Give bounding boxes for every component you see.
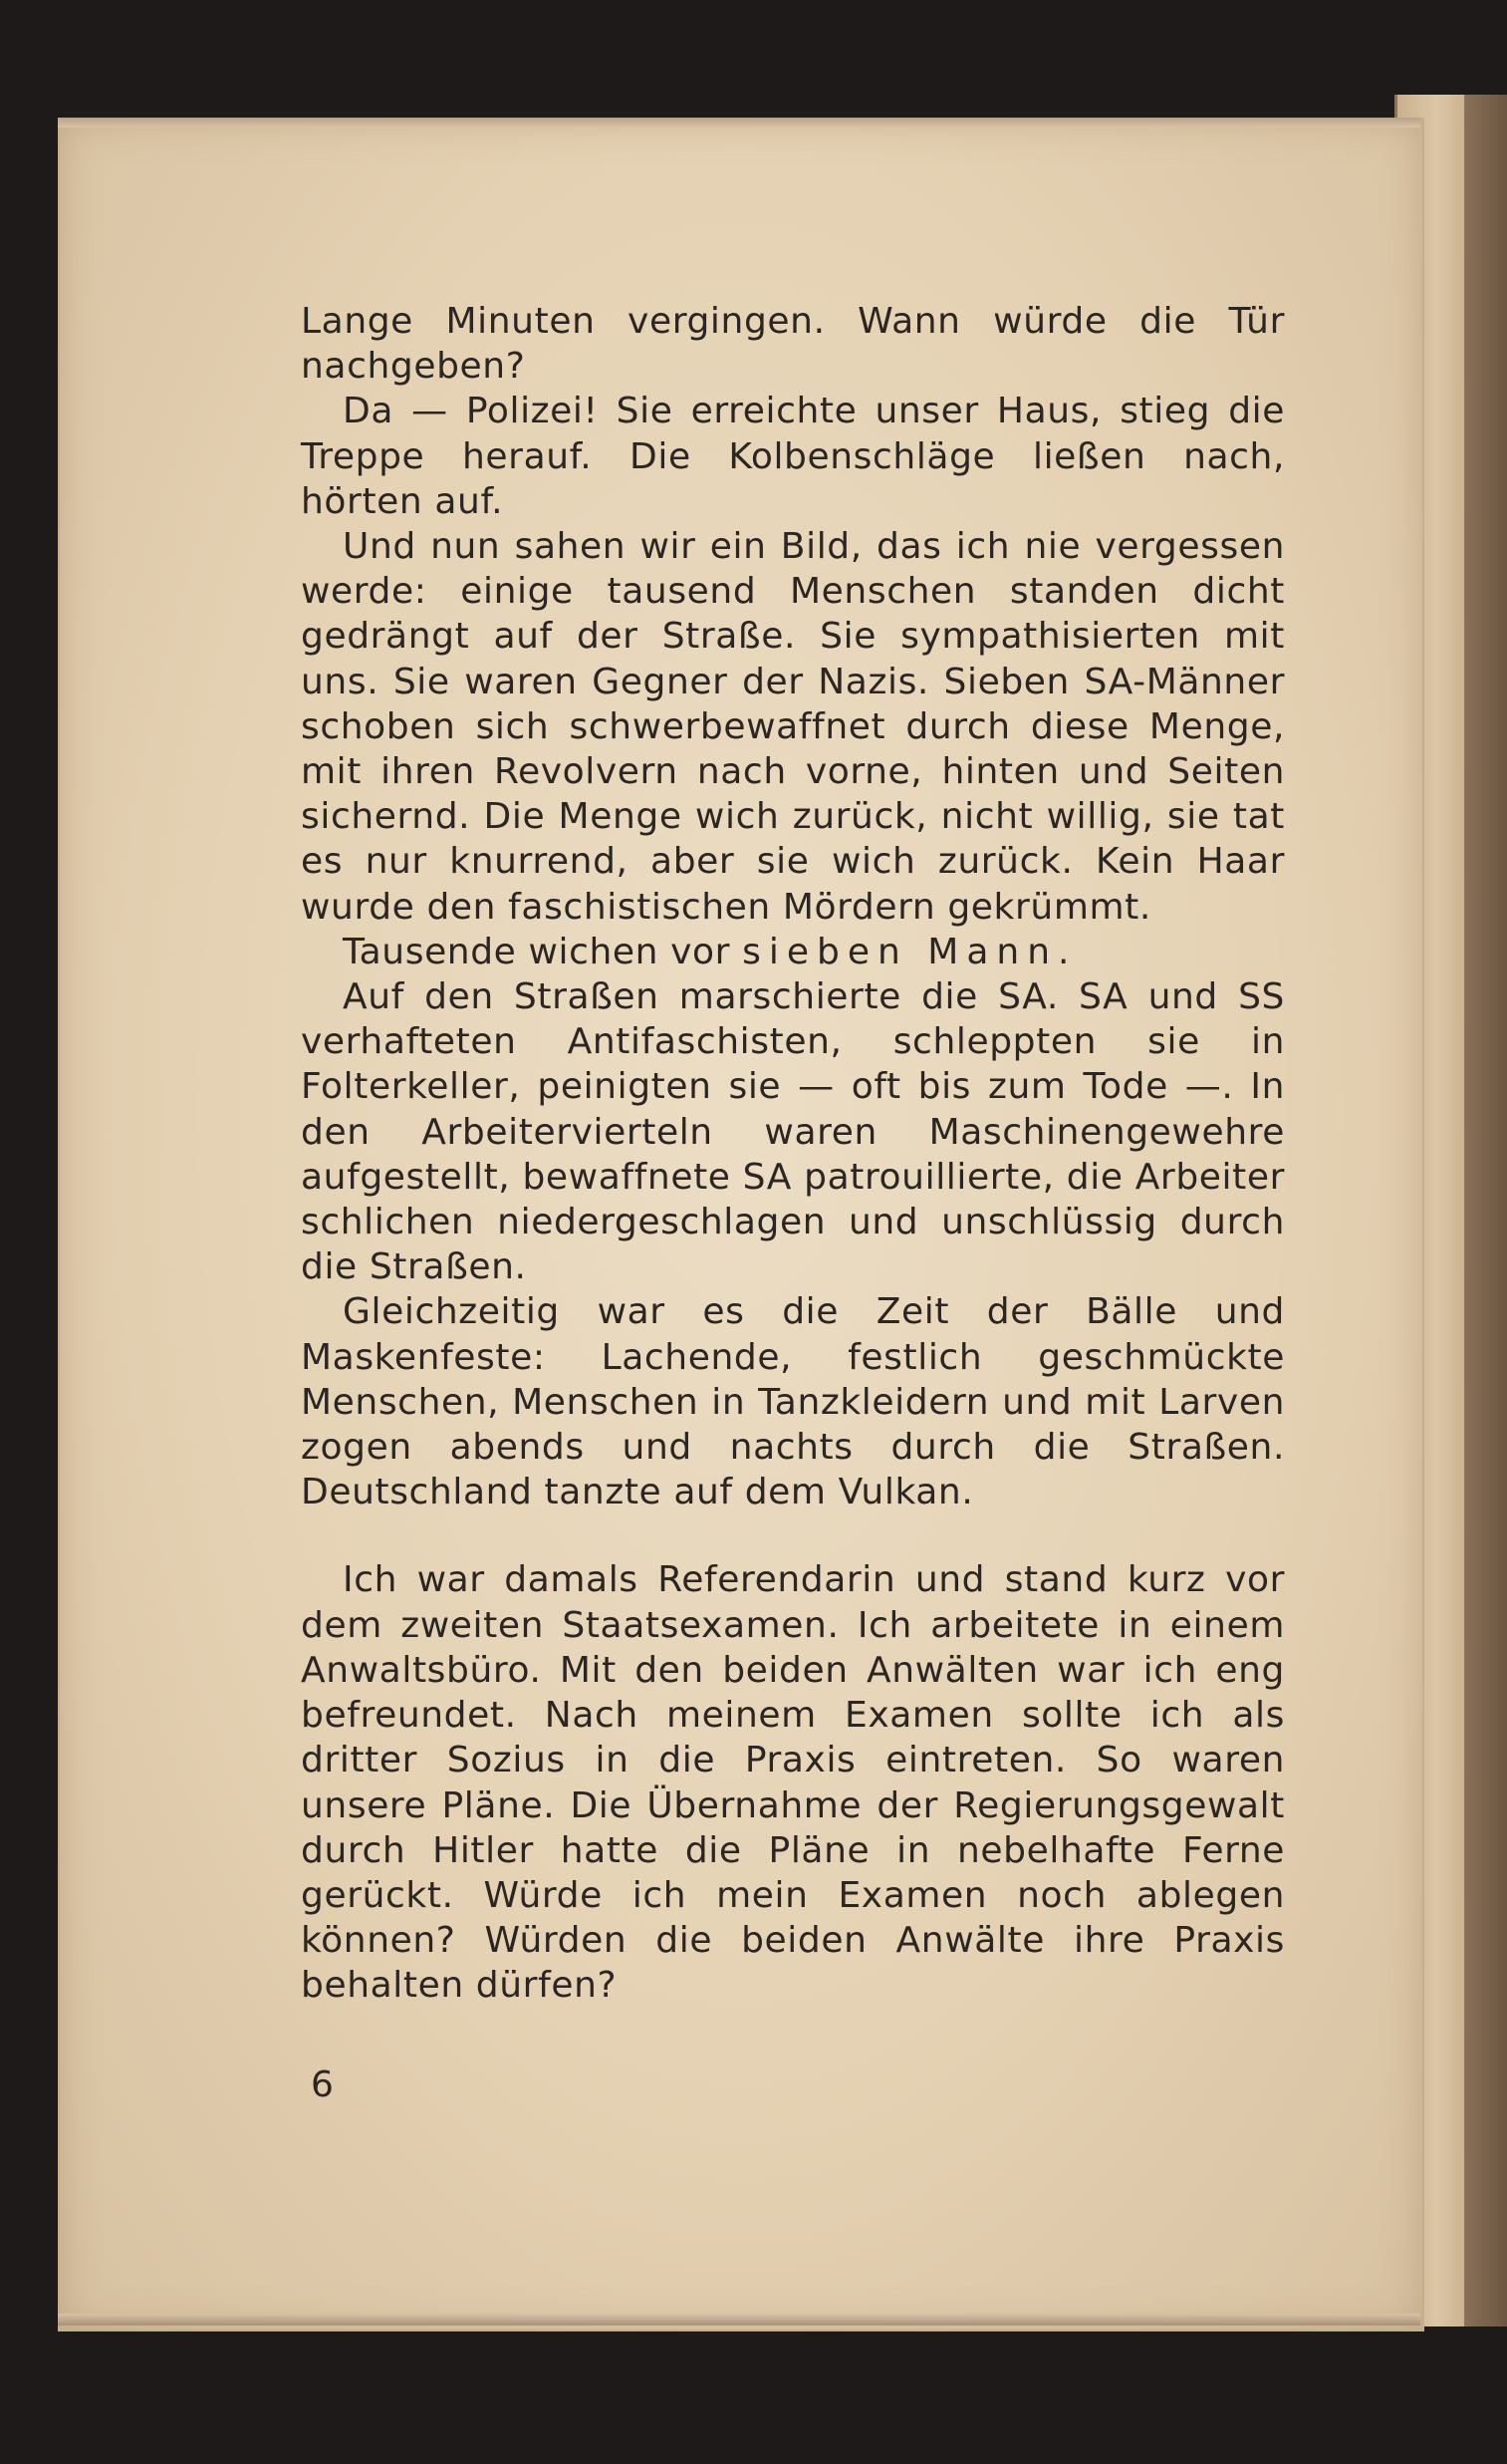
book-cover-edge xyxy=(1464,95,1507,2327)
paragraph-7: Ich war damals Referendarin und stand kurz vor dem zweiten Staatsexamen. Ich arbeitete in einem Anwaltsbüro. Mit den beiden Anwälten war ich eng befreundet. Nach meinem Examen sollte ich als dritter Sozius in die Praxis eintreten. So waren unsere Pläne. Die Übernahme der Regierungsgewalt durch Hitler hatte die Pläne in nebelhafte Ferne gerückt. Würde ich mein Examen noch ablegen können? Würden die beiden Anwälte ihre Praxis behalten dürfen? xyxy=(301,1559,1285,2007)
paragraph-5: Auf den Straßen marschierte die SA. SA und SS verhafteten Antifaschisten, schleppten sie in Folterkeller, peinigten sie — oft bis zum Tode —. In den Arbeitervierteln waren Maschinengewehre aufgestellt, bewaffnete SA patrouillierte, die Arbeiter schlichen niedergeschlagen und unschlüssig durch die Straßen. xyxy=(301,976,1285,1288)
paragraph-2: Da — Polizei! Sie erreichte unser Haus, stieg die Treppe herauf. Die Kolbenschläge ließen nach, hörten auf. xyxy=(301,391,1285,522)
paragraph-4-start: Tausende wichen vor xyxy=(343,931,743,972)
page-top-edge xyxy=(58,118,1420,128)
paragraph-3: Und nun sahen wir ein Bild, das ich nie vergessen werde: einige tausend Menschen standen dicht gedrängt auf der Straße. Sie sympathisierten mit uns. Sie waren Gegner der Nazis. Sieben SA-Männer schoben sich schwerbewaffnet durch diese Menge, mit ihren Revolvern nach vorne, hinten und Seiten sichernd. Die Menge wich zurück, nicht willig, sie tat es nur knurrend, aber sie wich zurück. Kein Haar wurde den faschistischen Mördern gekrümmt. xyxy=(301,526,1285,928)
paragraph-4-end: . xyxy=(1058,931,1071,972)
paragraph-6: Gleichzeitig war es die Zeit der Bälle und Maskenfeste: Lachende, festlich geschmückte Menschen, Menschen in Tanzkleidern und mit Larven zogen abends und nachts durch die Straßen. Deutschland tanzte auf dem Vulkan. xyxy=(301,1291,1285,1513)
paragraph-4 xyxy=(301,930,1285,974)
page-bottom-edge xyxy=(58,2314,1420,2326)
paragraph-4-emphasis: sieben Mann xyxy=(742,931,1059,972)
page-number: 6 xyxy=(311,2064,334,2105)
paragraph-1: Lange Minuten vergingen. Wann würde die Tür nachgeben? xyxy=(301,301,1285,388)
page-text xyxy=(301,299,1285,2009)
